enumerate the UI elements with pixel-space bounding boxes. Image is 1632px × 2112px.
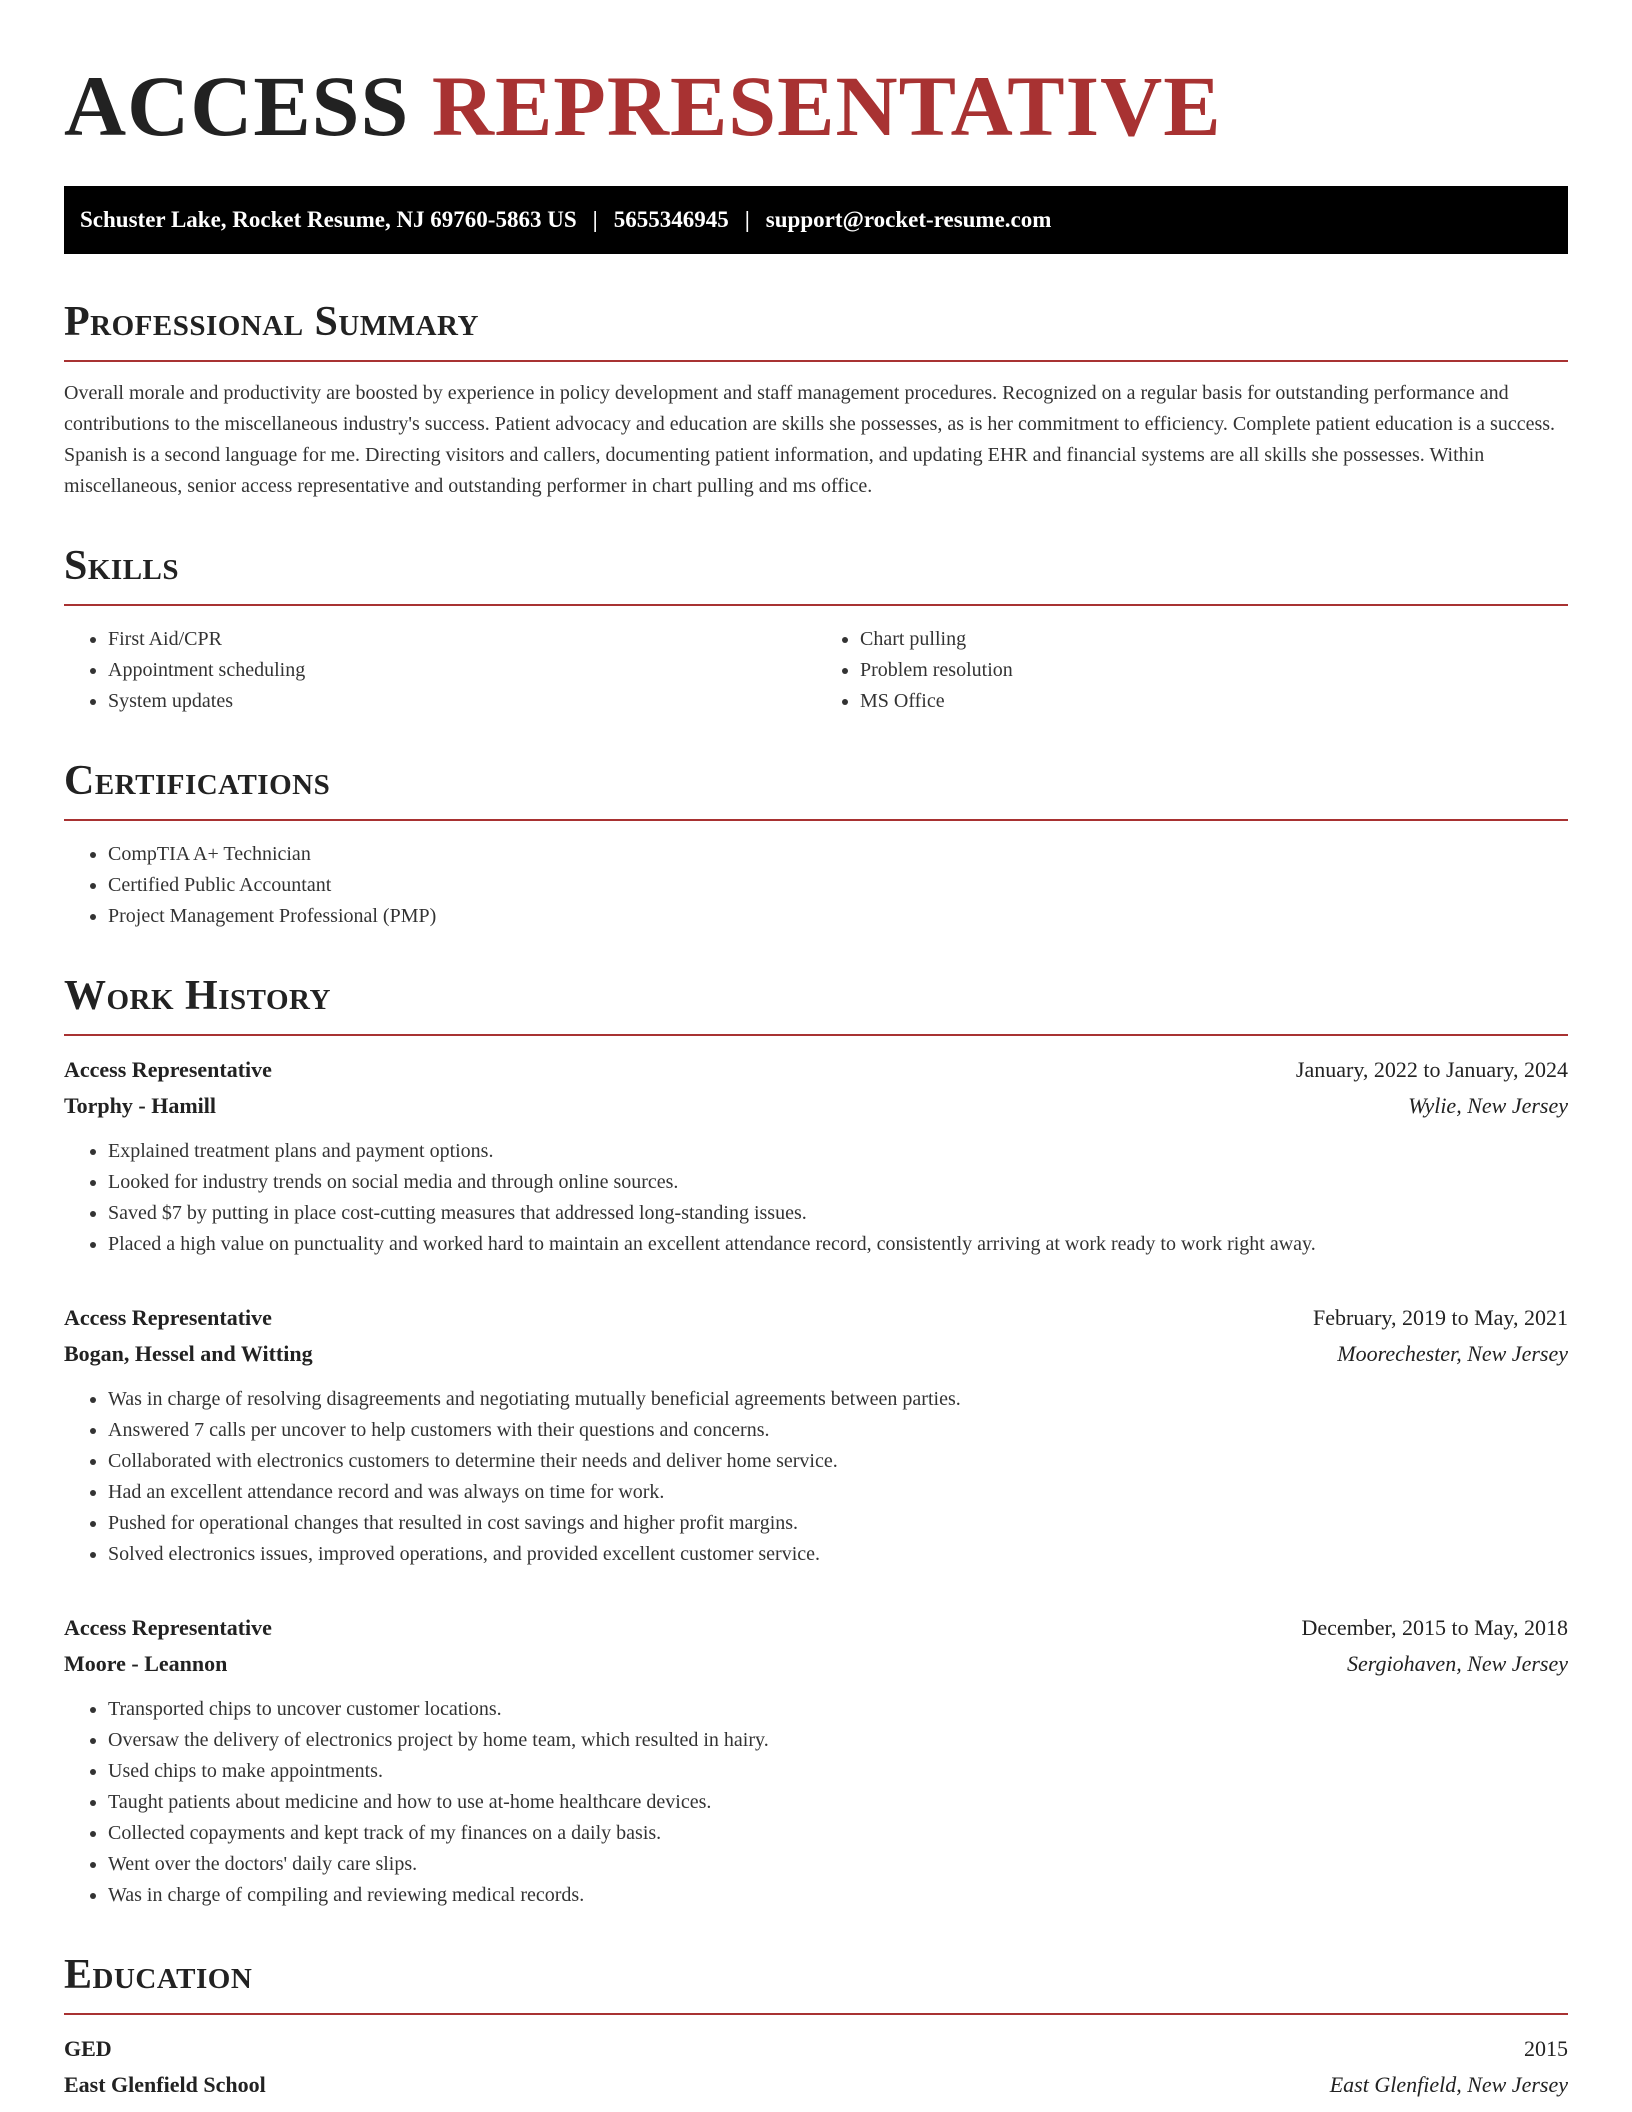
job-bullet: • Answered 7 calls per uncover to help customers with their questions and concerns. (108, 1415, 1568, 1446)
job-bullet: • Used chips to make appointments. (108, 1756, 1568, 1787)
certifications-section (64, 755, 1568, 932)
job-bullets (64, 1694, 1568, 1911)
contact-email: support@rocket-resume.com (765, 207, 1052, 232)
skill-item: • System updates (108, 686, 816, 717)
section-title-work-history: Work History (64, 970, 1568, 1036)
candidate-name (64, 56, 1568, 156)
job-position: Access Representative (64, 1305, 272, 1330)
job-bullet: • Transported chips to uncover customer locations. (108, 1694, 1568, 1725)
job-bullet: • Went over the doctors' daily care slips. (108, 1849, 1568, 1880)
job-bullet: • Saved $7 by putting in place cost-cutting measures that addressed long-standing issues. (108, 1198, 1568, 1229)
education-year: 2015 (1524, 2036, 1568, 2061)
job-dates: January, 2022 to January, 2024 (1295, 1057, 1568, 1082)
job-entry (64, 1610, 1568, 1911)
job-bullet: • Explained treatment plans and payment options. (108, 1136, 1568, 1167)
job-company: Bogan, Hessel and Witting (64, 1341, 313, 1366)
section-title-certifications: Certifications (64, 755, 1568, 821)
job-bullet: • Oversaw the delivery of electronics project by home team, which resulted in hairy. (108, 1725, 1568, 1756)
contact-separator: | (592, 207, 598, 232)
skills-list-left (64, 624, 816, 717)
job-bullets (64, 1136, 1568, 1260)
name-first: ACCESS (64, 58, 410, 154)
section-title-summary: Professional Summary (64, 296, 1568, 362)
job-location: Moorechester, New Jersey (1337, 1341, 1568, 1366)
certifications-list (64, 839, 1568, 932)
job-bullet: • Looked for industry trends on social media and through online sources. (108, 1167, 1568, 1198)
certification-item: • Certified Public Accountant (108, 870, 1568, 901)
skill-item: • First Aid/CPR (108, 624, 816, 655)
skill-item: • Problem resolution (860, 655, 1568, 686)
education-entry (64, 2031, 1568, 2103)
skill-item: • Chart pulling (860, 624, 1568, 655)
job-bullets (64, 1384, 1568, 1570)
job-location: Sergiohaven, New Jersey (1347, 1651, 1568, 1676)
certification-item: • CompTIA A+ Technician (108, 839, 1568, 870)
job-bullet: • Collected copayments and kept track of my finances on a daily basis. (108, 1818, 1568, 1849)
job-company: Torphy - Hamill (64, 1093, 216, 1118)
contact-address: Schuster Lake, Rocket Resume, NJ 69760-5863 US (80, 207, 577, 232)
job-bullet: • Placed a high value on punctuality and worked hard to maintain an excellent attendance record, consistently arriving at work ready to work right away. (108, 1229, 1568, 1260)
summary-text: Overall morale and productivity are boosted by experience in policy development and staff management procedures. Recognized on a regular basis for outstanding performance and contributions to the miscellaneous industry's success. Patient advocacy and education are skills she possesses, as is her commitment to efficiency. Complete patient education is a success. Spanish is a second language for me. Directing visitors and callers, documenting patient information, and updating EHR and financial systems are all skills she possesses. Within miscellaneous, senior access representative and outstanding performer in chart pulling and ms office. (64, 382, 1556, 497)
job-location: Wylie, New Jersey (1408, 1093, 1568, 1118)
work-history-section (64, 970, 1568, 1911)
education-location: East Glenfield, New Jersey (1329, 2072, 1568, 2097)
summary-section (64, 296, 1568, 502)
job-bullet: • Was in charge of resolving disagreements and negotiating mutually beneficial agreements between parties. (108, 1384, 1568, 1415)
contact-bar (64, 186, 1568, 254)
job-bullet: • Solved electronics issues, improved operations, and provided excellent customer service. (108, 1539, 1568, 1570)
job-entry (64, 1052, 1568, 1260)
job-bullet: • Pushed for operational changes that resulted in cost savings and higher profit margins. (108, 1508, 1568, 1539)
education-degree: GED (64, 2036, 112, 2061)
job-dates: February, 2019 to May, 2021 (1313, 1305, 1568, 1330)
job-position: Access Representative (64, 1057, 272, 1082)
skills-list-right (816, 624, 1568, 717)
education-school: East Glenfield School (64, 2072, 266, 2097)
section-title-education: Education (64, 1949, 1568, 2015)
contact-phone: 5655346945 (613, 207, 729, 232)
job-company: Moore - Leannon (64, 1651, 228, 1676)
job-dates: December, 2015 to May, 2018 (1301, 1615, 1568, 1640)
education-section (64, 1949, 1568, 2103)
job-position: Access Representative (64, 1615, 272, 1640)
skills-section (64, 540, 1568, 717)
contact-separator: | (744, 207, 750, 232)
skill-item: • Appointment scheduling (108, 655, 816, 686)
job-bullet: • Was in charge of compiling and reviewing medical records. (108, 1880, 1568, 1911)
job-entry (64, 1300, 1568, 1570)
skills-grid (64, 624, 1568, 717)
certification-item: • Project Management Professional (PMP) (108, 901, 1568, 932)
name-last: REPRESENTATIVE (431, 58, 1222, 154)
section-title-skills: Skills (64, 540, 1568, 606)
job-bullet: • Had an excellent attendance record and was always on time for work. (108, 1477, 1568, 1508)
job-bullet: • Taught patients about medicine and how to use at-home healthcare devices. (108, 1787, 1568, 1818)
job-bullet: • Collaborated with electronics customers to determine their needs and deliver home service. (108, 1446, 1568, 1477)
skill-item: • MS Office (860, 686, 1568, 717)
